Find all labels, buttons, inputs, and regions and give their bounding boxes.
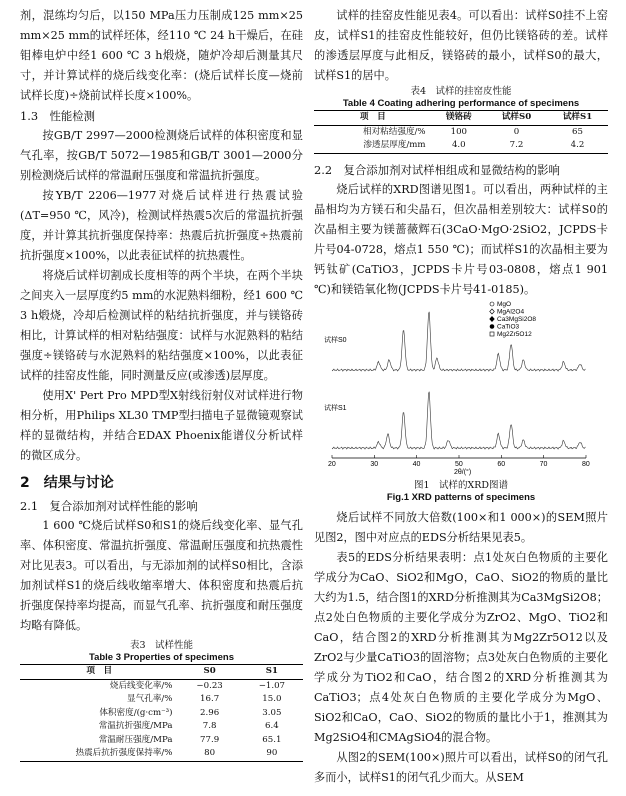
figure-caption-en: Fig.1 XRD patterns of specimens — [386, 491, 536, 503]
table-cell: 显气孔率/% — [127, 694, 173, 704]
table-caption-en: Table 3 Properties of specimens — [88, 652, 234, 663]
subsection-heading: 1.3 性能检测 — [20, 109, 96, 123]
paragraph: 烧后试样不同放大倍数(100×和1 000×)的SEM照片见图2，图中对应点的EDS分析结果见表5。 — [314, 510, 608, 544]
paragraph: 试样的挂窑皮性能见表4。可以看出：试样S0挂不上窑皮，试样S1的挂窑皮性能较好，但仍比镁铬砖的差。试样的渗透层厚度与此相反，镁铬砖的最小，试样S0的最大，试样S1的居中。 — [314, 9, 608, 82]
right-column — [314, 6, 608, 788]
subsection-heading: 2.2 复合添加剂对试样相组成和显微结构的影响 — [314, 162, 560, 177]
table-row — [20, 679, 303, 693]
paragraph: 剂，混练均匀后，以150 MPa压力压制成125 mm×25 mm×25 mm的试样坯体，经110 ℃ 24 h干燥后，在硅钼棒电炉中经1 600 ℃ 3 h煅烧，随炉冷却后测量其尺寸，并计算试样的烧后线变化率：(烧后试样长度—烧前试样长度)÷烧前试样长度×100%。 — [20, 9, 303, 102]
xrd-trace — [332, 311, 585, 370]
table-cell: 7.8 — [202, 721, 217, 731]
xrd-plot — [314, 300, 608, 480]
paragraph: 从图2的SEM(100×)照片可以看出，试样S0的闭气孔多而小，试样S1的闭气孔少而大。从SEM — [314, 750, 608, 784]
left-column — [20, 6, 303, 762]
table-header-cell: 试样S0 — [486, 111, 547, 126]
legend-marker — [490, 309, 495, 314]
table-cell: 渗透层厚度/mm — [314, 139, 432, 153]
table-cell: 90 — [241, 747, 303, 761]
x-tick-label: 30 — [370, 460, 379, 468]
table-cell: 2.96 — [200, 707, 220, 718]
table-cell: 7.2 — [486, 139, 547, 153]
table-header-cell: 试样S1 — [547, 111, 608, 126]
table-cell: 77.9 — [200, 734, 220, 745]
table-cell: 6.4 — [265, 721, 279, 731]
paragraph: 按YB/T 2206—1977对烧后试样进行热震试验(ΔT=950 ℃，风冷)，检测试样热震5次后的常温抗折强度，并计算其抗折强度保持率：热震后抗折强度÷热震前抗折强度×100%，以此表征试样的抗热震性。 — [20, 189, 303, 262]
table-row — [314, 125, 608, 139]
legend-label: MgAl2O4 — [497, 308, 525, 315]
paragraph: 表5的EDS分析结果表明：点1处灰白色物质的主要化学成分为CaO、SiO2和MgO，CaO、SiO2的物质的量比大约为1.5，结合图1的XRD分析推测其为Ca3MgSi2O8；点2处白色物质的主要化学成分为ZrO2、MgO、TiO2和CaO，结合图2的XRD分析推测其为Mg2Zr5O12以及ZrO2与少量CaTiO3的固溶物；点3处灰白色物质的主要化学成分为TiO2和CaO，结合图2的XRD分析推测其为CaTiO3；点4处灰白色物质的主要化学成分为MgO、SiO2和CaO，CaO、SiO2的物质的量比小于1，推测其为Mg2SiO4和CMAgSiO4的混合物。 — [314, 550, 608, 744]
table-row — [20, 693, 303, 707]
subsection-heading: 2.1 复合添加剂对试样性能的影响 — [20, 499, 198, 513]
table-row — [20, 707, 303, 721]
x-tick-label: 20 — [328, 460, 336, 468]
table-header-cell: S0 — [178, 665, 240, 680]
section-heading: 2 结果与讨论 — [20, 475, 114, 491]
table-header-cell: S1 — [241, 665, 303, 680]
table-header-cell: 项 目 — [314, 111, 432, 126]
table-row — [20, 720, 303, 734]
table-cell: 热震后抗折强度保持率/% — [20, 747, 178, 761]
table-cell: 0 — [513, 126, 520, 137]
table-cell: 65 — [572, 126, 583, 137]
xrd-label-s1: 试样S1 — [324, 404, 347, 412]
legend-marker — [490, 324, 494, 328]
x-tick-label: 70 — [539, 460, 548, 468]
legend-marker — [490, 302, 494, 306]
xrd-label-s0: 试样S0 — [324, 336, 347, 344]
table-cell: 4.0 — [432, 139, 486, 153]
x-tick-label: 50 — [455, 460, 463, 468]
paragraph: 烧后试样的XRD图谱见图1。可以看出，两种试样的主晶相均为方镁石和尖晶石，但次晶相差别较大：试样S0的次晶相主要为镁蔷薇辉石(3CaO·MgO·2SiO2，JCPDS卡片号04-0728，熔点1 550 ℃)；而试样S1的次晶相主要为钙钛矿(CaTiO3，JCPDS卡片号03-0808，熔点1 901 ℃)和镁锆氧化物(JCPDS卡片号41-0185)。 — [314, 182, 608, 296]
table-cell: 常温抗折强度/MPa — [98, 721, 173, 731]
table-header-cell: 镁铬砖 — [432, 111, 486, 126]
table-cell: 烧后线变化率/% — [109, 680, 173, 691]
legend-marker — [490, 332, 494, 336]
paragraph: 将烧后试样切割成长度相等的两个半块，在两个半块之间夹入一层厚度约5 mm的水泥熟料细粉，经1 600 ℃ 3 h煅烧，冷却后检测试样的粘结抗折强度，并与镁铬砖相比，计算试样的相对粘结强度：试样与水泥熟料的粘结强度÷镁铬砖与水泥熟料的粘结强度×100%，以此表征试样的挂窑皮性能，同时测量反应(或渗透)层厚度。 — [20, 269, 303, 382]
table-header-cell: 项 目 — [20, 665, 178, 680]
legend-marker — [490, 316, 495, 321]
x-tick-label: 80 — [582, 460, 590, 468]
table-cell: 100 — [450, 126, 468, 137]
paragraph: 按GB/T 2997—2000检测烧后试样的体积密度和显气孔率，按GB/T 5072—1985和GB/T 3001—2000分别检测烧后试样的常温耐压强度和常温抗折强度。 — [20, 129, 303, 182]
table-caption-cn: 表4 试样的挂窑皮性能 — [410, 86, 512, 97]
legend-label: MgO — [497, 300, 512, 308]
table-cell: 65.1 — [262, 734, 282, 745]
table-cell: 常温耐压强度/MPa — [98, 734, 173, 745]
legend-label: Ca3MgSi2O8 — [497, 315, 537, 323]
table-cell: 体积密度/(g·cm⁻³) — [99, 707, 173, 718]
table-row — [20, 747, 303, 761]
legend-label: CaTiO3 — [497, 323, 520, 330]
coating-table — [314, 110, 608, 154]
x-tick-label: 40 — [412, 460, 421, 468]
table-cell: −0.23 — [196, 680, 223, 691]
table-cell: −1.07 — [258, 680, 286, 691]
table-cell: 80 — [178, 747, 240, 761]
xrd-figure — [314, 300, 608, 480]
legend-label: Mg2Zr5O12 — [497, 330, 532, 338]
table-cell: 4.2 — [547, 139, 608, 153]
table-cell: 15.0 — [262, 694, 282, 704]
paragraph: 1 600 ℃烧后试样S0和S1的烧后线变化率、显气孔率、体积密度、常温抗折强度、常温耐压强度和抗热震性对比见表3。可以看出，与无添加剂的试样S0相比，含添加剂试样S1的烧后线收缩率增大、体积密度和热震后抗折强度保持率均提高，而显气孔率、抗折强度和耐压强度均略有降低。 — [20, 519, 303, 632]
table-caption-en: Table 4 Coating adhering performance of specimens — [342, 98, 580, 109]
xrd-xlabel: 2θ/(°) — [454, 468, 472, 476]
paragraph: 使用X' Pert Pro MPD型X射线衍射仪对试样进行物相分析，用Philips XL30 TMP型扫描电子显微镜观察试样的显微结构，并结合EDAX Phoenix能谱仪分析试样的微区成分。 — [20, 389, 303, 462]
table-caption-cn: 表3 试样性能 — [129, 640, 194, 651]
properties-table — [20, 664, 303, 762]
table-cell: 3.05 — [262, 707, 282, 718]
table-row — [314, 139, 608, 153]
table-cell: 相对粘结强度/% — [362, 126, 426, 137]
figure-caption-cn: 图1 试样的XRD图谱 — [413, 479, 509, 491]
table-row — [20, 734, 303, 748]
table-cell: 16.7 — [200, 694, 220, 704]
xrd-trace — [332, 391, 585, 448]
x-tick-label: 60 — [497, 460, 506, 468]
